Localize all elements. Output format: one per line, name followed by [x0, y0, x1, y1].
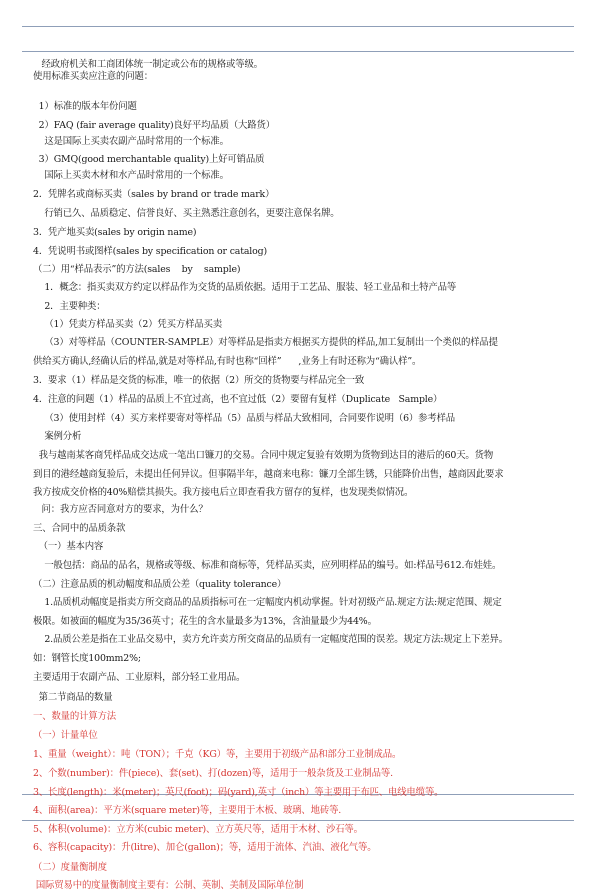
text-line: 2）FAQ (fair average quality)良好平均品质（大路货） [33, 120, 275, 131]
text-line: 案例分析 [33, 431, 82, 442]
text-line: 一般包括：商品的品名，规格或等级、标准和商标等，凭样品买卖，应列明样品的编号。如:样品号612.布娃娃。 [33, 560, 502, 571]
text-line: （二）用“样品表示”的方法(sales by sample) [33, 264, 241, 275]
text-line: 这是国际上买卖农副产品时常用的一个标准。 [33, 136, 229, 147]
red-text-line: 3、长度(length)：米(meter)；英尺(foot)；码(yard),英寸（inch）等主要用于布匹、电线电缆等。 [33, 787, 444, 798]
text-line: 1．概念：指买卖双方约定以样品作为交货的品质依据。适用于工艺品、服装、轻工业品和土特产品等 [33, 282, 457, 293]
text-line: 第二节商品的数量 [33, 692, 113, 703]
red-text-line: （二）度量衡制度 [33, 862, 107, 873]
text-line: 我与越南某客商凭样品成交达成一笔出口镰刀的交易。合同中规定复验有效期为货物到达目的港后的60天。货物 [33, 450, 494, 461]
text-line: 国际上买卖木材和水产品时常用的一个标准。 [33, 170, 229, 181]
red-text-line: 6、容积(capacity)：升(litre)、加仑(gallon)；等，适用于流体、汽油、液化气等。 [33, 842, 377, 853]
text-line: 使用标准买卖应注意的问题： [33, 71, 153, 82]
text-line: 3．凭产地买卖(sales by origin name) [33, 227, 197, 238]
red-text-line: 国际贸易中的度量衡制度主要有：公制、英制、美制及国际单位制 [33, 880, 304, 891]
text-line: 2.品质公差是指在工业品交易中，卖方允许卖方所交商品的品质有一定幅度范围的误差。规定方法:规定上下差异。 [33, 634, 509, 645]
text-line: 4．注意的问题（1）样品的品质上不宜过高，也不宜过低（2）要留有复样（Duplicate Sample） [33, 394, 443, 405]
text-line: 3）GMQ(good merchantable quality)上好可销品质 [33, 154, 265, 165]
text-line: 供给买方确认,经确认后的样品,就是对等样品,有时也称“回样” ,业务上有时还称为“确认样”。 [33, 356, 422, 367]
red-text-line: 2、个数(number)：件(piece)、套(set)、打(dozen)等，适用于一般杂货及工业制品等. [33, 768, 393, 779]
red-text-line: 4、面积(area)：平方米(square meter)等，主要用于木板、玻璃、地砖等. [33, 805, 342, 816]
red-text-line: （一）计量单位 [33, 730, 98, 741]
text-line: 行销已久、品质稳定、信誉良好、买主熟悉注意创名，更要注意保名牌。 [33, 208, 340, 219]
text-line: （一）基本内容 [33, 541, 104, 552]
text-line: 到目的港经越商复验后，未提出任何异议。但事隔半年，越商来电称：镰刀全部生锈，只能降价出售，越商因此要求 [33, 469, 504, 480]
text-line: 1）标准的版本年份问题 [33, 101, 137, 112]
text-line: 2．凭牌名或商标买卖（sales by brand or trade mark） [33, 189, 275, 200]
text-line: 3．要求（1）样品是交货的标准，唯一的依据（2）所交的货物要与样品完全一致 [33, 375, 365, 386]
text-line: （3）使用封样（4）买方来样要寄对等样品（5）品质与样品大致相同，合同要作说明（6）参考样品 [33, 413, 456, 424]
red-text-line: 1、重量（weight）：吨（TON）；千克（KG）等，主要用于初级产品和部分工业制成品。 [33, 749, 402, 760]
text-line: 三、合同中的品质条款 [33, 523, 126, 534]
text-line: 问：我方应否同意对方的要求，为什么？ [33, 504, 208, 515]
red-text-line: 5、体积(volume)：立方米(cubic meter)、立方英尺等，适用于木材、沙石等。 [33, 824, 363, 835]
red-text-line: 一、数量的计算方法 [33, 711, 117, 722]
footer-rule-lower [22, 820, 574, 821]
text-line: 经政府机关和工商团体统一制定或公布的规格或等级。 [33, 59, 263, 70]
text-line: 如：钢管长度100mm2%; [33, 653, 141, 664]
text-line: 极限。如被面的幅度为35/36英寸；花生的含水量最多为13%，含油量最少为44%。 [33, 616, 377, 627]
text-line: 2．主要种类： [33, 301, 106, 312]
text-line: （3）对等样品（COUNTER-SAMPLE）对等样品是指卖方根据买方提供的样品,加工复制出一个类似的样品提 [33, 337, 498, 348]
header-rule-lower [22, 51, 574, 52]
text-line: 1.品质机动幅度是指卖方所交商品的品质指标可在一定幅度内机动掌握。针对初级产品.规定方法:规定范围、规定 [33, 597, 502, 608]
header-rule-upper [22, 26, 574, 27]
text-line: 我方按成交价格的40%赔偿其损失。我方接电后立即查看我方留存的复样，也发现类似情况。 [33, 487, 414, 498]
text-line: 主要适用于农副产品、工业原料，部分轻工业用品。 [33, 672, 246, 683]
text-line: （1）凭卖方样品买卖（2）凭买方样品买卖 [33, 319, 223, 330]
text-line: （二）注意品质的机动幅度和品质公差（quality tolerance） [33, 579, 287, 590]
text-line: 4．凭说明书或图样(sales by specification or catalog) [33, 246, 267, 257]
